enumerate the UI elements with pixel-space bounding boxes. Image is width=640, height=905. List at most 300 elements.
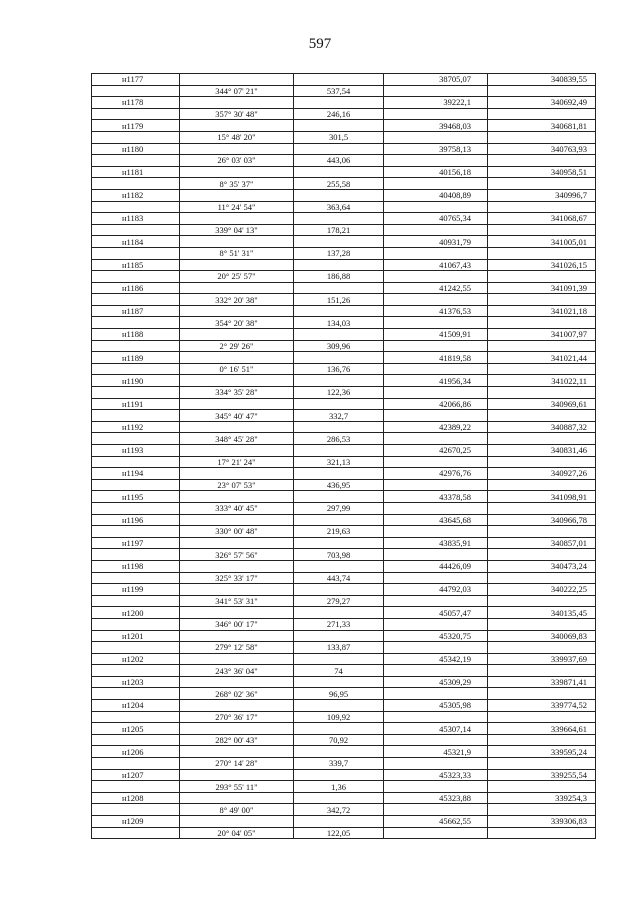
segment-length-cell: 1,36 (294, 781, 384, 793)
x-coordinate-cell: 41956,34 (384, 375, 488, 387)
empty-cell (92, 781, 180, 793)
empty-cell (294, 584, 384, 596)
point-row (92, 560, 596, 572)
y-coordinate-cell: 340763,93 (488, 143, 596, 155)
direction-angle-cell: 325° 33' 17" (180, 572, 294, 584)
point-row (92, 97, 596, 109)
y-coordinate-cell: 339306,83 (488, 816, 596, 828)
empty-cell (92, 734, 180, 746)
point-id-cell: н1179 (92, 120, 180, 132)
empty-cell (294, 236, 384, 248)
empty-cell (92, 572, 180, 584)
empty-cell (92, 665, 180, 677)
y-coordinate-cell: 340996,7 (488, 189, 596, 201)
coordinates-table-body (92, 74, 596, 839)
x-coordinate-cell: 45057,47 (384, 607, 488, 619)
empty-cell (294, 792, 384, 804)
empty-cell (92, 688, 180, 700)
empty-cell (180, 584, 294, 596)
direction-angle-cell: 270° 36' 17" (180, 711, 294, 723)
empty-cell (488, 479, 596, 491)
segment-row (92, 410, 596, 422)
point-row (92, 700, 596, 712)
point-id-cell: н1199 (92, 584, 180, 596)
empty-cell (384, 549, 488, 561)
segment-length-cell: 134,03 (294, 317, 384, 329)
y-coordinate-cell: 341022,11 (488, 375, 596, 387)
empty-cell (488, 387, 596, 399)
empty-cell (180, 607, 294, 619)
empty-cell (294, 468, 384, 480)
point-id-cell: н1186 (92, 282, 180, 294)
point-id-cell: н1188 (92, 329, 180, 341)
segment-length-cell: 136,76 (294, 363, 384, 375)
segment-row (92, 502, 596, 514)
point-id-cell: н1189 (92, 352, 180, 364)
coordinates-table (91, 73, 596, 839)
direction-angle-cell: 334° 35' 28" (180, 387, 294, 399)
segment-length-cell: 74 (294, 665, 384, 677)
y-coordinate-cell: 341021,44 (488, 352, 596, 364)
empty-cell (180, 282, 294, 294)
segment-row (92, 456, 596, 468)
point-id-cell: н1177 (92, 74, 180, 86)
empty-cell (488, 433, 596, 445)
segment-length-cell: 178,21 (294, 224, 384, 236)
empty-cell (294, 816, 384, 828)
empty-cell (180, 746, 294, 758)
x-coordinate-cell: 41376,53 (384, 305, 488, 317)
empty-cell (92, 108, 180, 120)
empty-cell (92, 642, 180, 654)
x-coordinate-cell: 45305,98 (384, 700, 488, 712)
empty-cell (384, 758, 488, 770)
x-coordinate-cell: 42976,76 (384, 468, 488, 480)
direction-angle-cell: 243° 36' 04" (180, 665, 294, 677)
empty-cell (488, 271, 596, 283)
empty-cell (180, 560, 294, 572)
empty-cell (488, 201, 596, 213)
empty-cell (180, 97, 294, 109)
y-coordinate-cell: 339664,61 (488, 723, 596, 735)
empty-cell (180, 259, 294, 271)
empty-cell (488, 410, 596, 422)
point-id-cell: н1192 (92, 421, 180, 433)
empty-cell (488, 317, 596, 329)
empty-cell (92, 340, 180, 352)
empty-cell (294, 166, 384, 178)
point-row (92, 723, 596, 735)
x-coordinate-cell: 45662,55 (384, 816, 488, 828)
direction-angle-cell: 20° 04' 05" (180, 827, 294, 839)
empty-cell (384, 340, 488, 352)
segment-row (92, 642, 596, 654)
point-row (92, 305, 596, 317)
empty-cell (384, 642, 488, 654)
point-id-cell: н1207 (92, 769, 180, 781)
empty-cell (92, 178, 180, 190)
segment-row (92, 781, 596, 793)
point-id-cell: н1201 (92, 630, 180, 642)
y-coordinate-cell: 340958,51 (488, 166, 596, 178)
point-row (92, 468, 596, 480)
point-row (92, 445, 596, 457)
segment-row (92, 549, 596, 561)
segment-row (92, 201, 596, 213)
point-row (92, 653, 596, 665)
segment-length-cell: 286,53 (294, 433, 384, 445)
segment-length-cell: 342,72 (294, 804, 384, 816)
page-number: 597 (308, 36, 332, 52)
empty-cell (488, 758, 596, 770)
segment-length-cell: 301,5 (294, 131, 384, 143)
empty-cell (488, 711, 596, 723)
segment-length-cell: 443,74 (294, 572, 384, 584)
empty-cell (294, 560, 384, 572)
segment-length-cell: 332,7 (294, 410, 384, 422)
x-coordinate-cell: 43835,91 (384, 537, 488, 549)
empty-cell (92, 618, 180, 630)
empty-cell (180, 676, 294, 688)
point-row (92, 166, 596, 178)
empty-cell (180, 74, 294, 86)
direction-angle-cell: 26° 03' 03" (180, 155, 294, 167)
empty-cell (294, 653, 384, 665)
empty-cell (488, 155, 596, 167)
empty-cell (180, 236, 294, 248)
segment-row (92, 271, 596, 283)
x-coordinate-cell: 44792,03 (384, 584, 488, 596)
empty-cell (92, 131, 180, 143)
direction-angle-cell: 326° 57' 56" (180, 549, 294, 561)
point-id-cell: н1190 (92, 375, 180, 387)
segment-length-cell: 271,33 (294, 618, 384, 630)
x-coordinate-cell: 45309,29 (384, 676, 488, 688)
empty-cell (294, 746, 384, 758)
x-coordinate-cell: 41242,55 (384, 282, 488, 294)
empty-cell (294, 491, 384, 503)
point-row (92, 491, 596, 503)
direction-angle-cell: 11° 24' 54" (180, 201, 294, 213)
segment-row (92, 526, 596, 538)
empty-cell (92, 271, 180, 283)
x-coordinate-cell: 45323,33 (384, 769, 488, 781)
segment-length-cell: 122,36 (294, 387, 384, 399)
segment-length-cell: 309,96 (294, 340, 384, 352)
empty-cell (92, 758, 180, 770)
empty-cell (92, 502, 180, 514)
empty-cell (294, 120, 384, 132)
empty-cell (384, 665, 488, 677)
point-id-cell: н1185 (92, 259, 180, 271)
empty-cell (384, 85, 488, 97)
empty-cell (384, 572, 488, 584)
segment-row (92, 758, 596, 770)
direction-angle-cell: 348° 45' 28" (180, 433, 294, 445)
empty-cell (384, 479, 488, 491)
point-id-cell: н1195 (92, 491, 180, 503)
empty-cell (180, 514, 294, 526)
direction-angle-cell: 279° 12' 58" (180, 642, 294, 654)
x-coordinate-cell: 41509,91 (384, 329, 488, 341)
point-id-cell: н1205 (92, 723, 180, 735)
segment-length-cell: 321,13 (294, 456, 384, 468)
point-id-cell: н1209 (92, 816, 180, 828)
point-row (92, 769, 596, 781)
empty-cell (294, 630, 384, 642)
empty-cell (92, 549, 180, 561)
segment-length-cell: 109,92 (294, 711, 384, 723)
x-coordinate-cell: 40408,89 (384, 189, 488, 201)
segment-length-cell: 137,28 (294, 247, 384, 259)
empty-cell (384, 781, 488, 793)
point-id-cell: н1202 (92, 653, 180, 665)
x-coordinate-cell: 45307,14 (384, 723, 488, 735)
direction-angle-cell: 8° 51' 31" (180, 247, 294, 259)
point-id-cell: н1196 (92, 514, 180, 526)
empty-cell (488, 108, 596, 120)
empty-cell (384, 502, 488, 514)
point-id-cell: н1204 (92, 700, 180, 712)
x-coordinate-cell: 40156,18 (384, 166, 488, 178)
point-id-cell: н1182 (92, 189, 180, 201)
empty-cell (488, 224, 596, 236)
direction-angle-cell: 17° 21' 24" (180, 456, 294, 468)
x-coordinate-cell: 39222,1 (384, 97, 488, 109)
empty-cell (294, 375, 384, 387)
segment-row (92, 317, 596, 329)
empty-cell (92, 224, 180, 236)
y-coordinate-cell: 341098,91 (488, 491, 596, 503)
segment-length-cell: 186,88 (294, 271, 384, 283)
segment-length-cell: 255,58 (294, 178, 384, 190)
empty-cell (294, 398, 384, 410)
empty-cell (92, 363, 180, 375)
segment-length-cell: 96,95 (294, 688, 384, 700)
segment-row (92, 224, 596, 236)
y-coordinate-cell: 339937,69 (488, 653, 596, 665)
point-row (92, 421, 596, 433)
y-coordinate-cell: 340969,61 (488, 398, 596, 410)
segment-row (92, 363, 596, 375)
point-row (92, 514, 596, 526)
y-coordinate-cell: 341026,15 (488, 259, 596, 271)
segment-row (92, 340, 596, 352)
y-coordinate-cell: 340887,32 (488, 421, 596, 433)
empty-cell (294, 700, 384, 712)
empty-cell (92, 294, 180, 306)
empty-cell (294, 305, 384, 317)
point-id-cell: н1197 (92, 537, 180, 549)
segment-row (92, 247, 596, 259)
empty-cell (294, 723, 384, 735)
empty-cell (384, 387, 488, 399)
empty-cell (384, 433, 488, 445)
empty-cell (180, 700, 294, 712)
segment-length-cell: 363,64 (294, 201, 384, 213)
x-coordinate-cell: 42670,25 (384, 445, 488, 457)
point-row (92, 584, 596, 596)
point-row (92, 746, 596, 758)
empty-cell (488, 502, 596, 514)
y-coordinate-cell: 341007,97 (488, 329, 596, 341)
empty-cell (180, 189, 294, 201)
x-coordinate-cell: 39468,03 (384, 120, 488, 132)
point-row (92, 189, 596, 201)
empty-cell (384, 804, 488, 816)
empty-cell (294, 421, 384, 433)
empty-cell (92, 827, 180, 839)
empty-cell (384, 363, 488, 375)
segment-length-cell: 246,16 (294, 108, 384, 120)
empty-cell (488, 665, 596, 677)
empty-cell (384, 178, 488, 190)
empty-cell (384, 827, 488, 839)
empty-cell (180, 816, 294, 828)
point-id-cell: н1181 (92, 166, 180, 178)
segment-row (92, 178, 596, 190)
segment-row (92, 85, 596, 97)
empty-cell (488, 247, 596, 259)
y-coordinate-cell: 340857,01 (488, 537, 596, 549)
y-coordinate-cell: 340473,24 (488, 560, 596, 572)
point-id-cell: н1198 (92, 560, 180, 572)
x-coordinate-cell: 42066,86 (384, 398, 488, 410)
direction-angle-cell: 293° 55' 11" (180, 781, 294, 793)
y-coordinate-cell: 340681,81 (488, 120, 596, 132)
segment-row (92, 294, 596, 306)
point-id-cell: н1178 (92, 97, 180, 109)
segment-row (92, 433, 596, 445)
empty-cell (488, 526, 596, 538)
empty-cell (488, 642, 596, 654)
point-id-cell: н1191 (92, 398, 180, 410)
empty-cell (384, 294, 488, 306)
y-coordinate-cell: 341068,67 (488, 213, 596, 225)
empty-cell (180, 329, 294, 341)
empty-cell (180, 468, 294, 480)
direction-angle-cell: 0° 16' 51" (180, 363, 294, 375)
empty-cell (384, 247, 488, 259)
point-row (92, 329, 596, 341)
direction-angle-cell: 268° 02' 36" (180, 688, 294, 700)
segment-row (92, 155, 596, 167)
segment-length-cell: 219,63 (294, 526, 384, 538)
point-row (92, 676, 596, 688)
empty-cell (488, 340, 596, 352)
x-coordinate-cell: 45321,9 (384, 746, 488, 758)
empty-cell (488, 294, 596, 306)
empty-cell (294, 514, 384, 526)
segment-length-cell: 703,98 (294, 549, 384, 561)
point-row (92, 630, 596, 642)
empty-cell (180, 537, 294, 549)
empty-cell (488, 688, 596, 700)
point-id-cell: н1200 (92, 607, 180, 619)
empty-cell (488, 363, 596, 375)
empty-cell (294, 352, 384, 364)
x-coordinate-cell: 44426,09 (384, 560, 488, 572)
y-coordinate-cell: 340831,46 (488, 445, 596, 457)
empty-cell (92, 410, 180, 422)
x-coordinate-cell: 39758,13 (384, 143, 488, 155)
point-row (92, 352, 596, 364)
empty-cell (180, 143, 294, 155)
x-coordinate-cell: 41067,43 (384, 259, 488, 271)
empty-cell (294, 213, 384, 225)
direction-angle-cell: 341° 53' 31" (180, 595, 294, 607)
segment-row (92, 572, 596, 584)
y-coordinate-cell: 340069,83 (488, 630, 596, 642)
empty-cell (384, 711, 488, 723)
empty-cell (92, 387, 180, 399)
y-coordinate-cell: 341091,39 (488, 282, 596, 294)
x-coordinate-cell: 45320,75 (384, 630, 488, 642)
empty-cell (294, 676, 384, 688)
empty-cell (180, 769, 294, 781)
x-coordinate-cell: 40765,34 (384, 213, 488, 225)
empty-cell (488, 178, 596, 190)
empty-cell (384, 618, 488, 630)
empty-cell (92, 317, 180, 329)
x-coordinate-cell: 42389,22 (384, 421, 488, 433)
empty-cell (180, 723, 294, 735)
empty-cell (384, 526, 488, 538)
direction-angle-cell: 357° 30' 48" (180, 108, 294, 120)
direction-angle-cell: 339° 04' 13" (180, 224, 294, 236)
empty-cell (92, 479, 180, 491)
empty-cell (180, 166, 294, 178)
empty-cell (384, 688, 488, 700)
direction-angle-cell: 20° 25' 57" (180, 271, 294, 283)
x-coordinate-cell: 45323,88 (384, 792, 488, 804)
empty-cell (384, 595, 488, 607)
empty-cell (384, 271, 488, 283)
point-row (92, 282, 596, 294)
direction-angle-cell: 23° 07' 53" (180, 479, 294, 491)
point-row (92, 375, 596, 387)
segment-length-cell: 443,06 (294, 155, 384, 167)
empty-cell (488, 734, 596, 746)
segment-length-cell: 436,95 (294, 479, 384, 491)
direction-angle-cell: 333° 40' 45" (180, 502, 294, 514)
empty-cell (294, 259, 384, 271)
empty-cell (488, 572, 596, 584)
empty-cell (92, 247, 180, 259)
segment-row (92, 665, 596, 677)
segment-row (92, 479, 596, 491)
empty-cell (488, 456, 596, 468)
empty-cell (180, 653, 294, 665)
empty-cell (92, 711, 180, 723)
segment-row (92, 804, 596, 816)
empty-cell (294, 97, 384, 109)
segment-row (92, 688, 596, 700)
empty-cell (488, 549, 596, 561)
point-id-cell: н1187 (92, 305, 180, 317)
point-row (92, 143, 596, 155)
y-coordinate-cell: 341021,18 (488, 305, 596, 317)
point-id-cell: н1183 (92, 213, 180, 225)
segment-length-cell: 122,05 (294, 827, 384, 839)
y-coordinate-cell: 340222,25 (488, 584, 596, 596)
y-coordinate-cell: 341005,01 (488, 236, 596, 248)
point-row (92, 74, 596, 86)
point-row (92, 259, 596, 271)
y-coordinate-cell: 339595,24 (488, 746, 596, 758)
y-coordinate-cell: 339871,41 (488, 676, 596, 688)
direction-angle-cell: 8° 35' 37" (180, 178, 294, 190)
